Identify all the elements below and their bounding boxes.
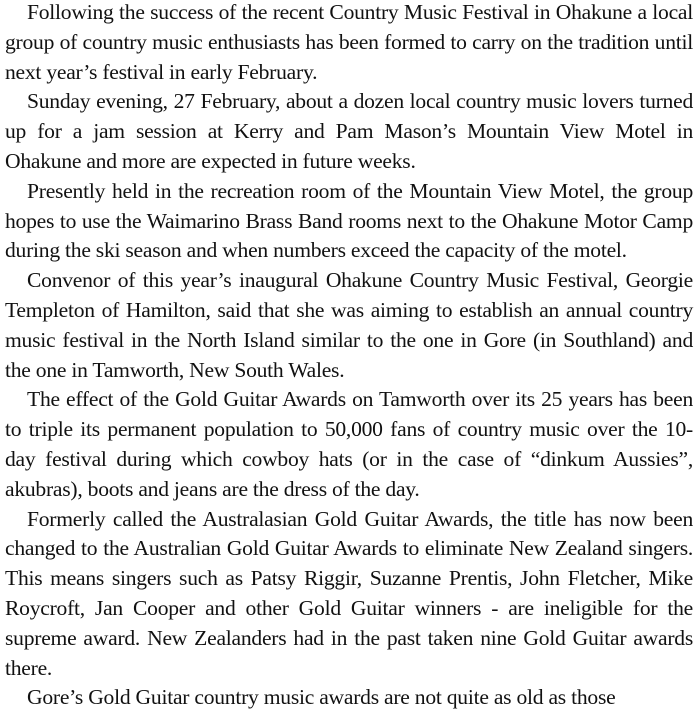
paragraph-jam-session: Sunday evening, 27 February, about a dozen local country music lovers turned up for a jam session at Kerry and Pam Mason’s Mountain View Motel in Ohakune and more are expected in future weeks. [5, 89, 693, 173]
paragraph-venue: Presently held in the recreation room of the Mountain View Motel, the group hopes to use the Waimarino Brass Band rooms next to the Ohakune Motor Camp during the ski season and when numbers exceed the capacity of the motel. [5, 178, 693, 263]
article-column [5, 0, 693, 713]
paragraph-awards-rename: Formerly called the Australasian Gold Guitar Awards, the title has now been changed to the Australian Gold Guitar Awards to eliminate New Zealand singers. This means singers such as Patsy Riggir, Suzanne Prentis, John Fletcher, Mike Roycroft, Jan Cooper and other Gold Guitar winners - are ineligible for the supreme award. New Zealanders had in the past taken nine Gold Guitar awards there. [5, 506, 693, 680]
paragraph-tamworth: The effect of the Gold Guitar Awards on Tamworth over its 25 years has been to triple its permanent population to 50,000 fans of country music over the 10-day festival during which cowboy hats (or in the case of “dinkum Aussies”, akubras), boots and jeans are the dress of the day. [5, 387, 693, 501]
paragraph-convenor: Convenor of this year’s inaugural Ohakune Country Music Festival, Georgie Templeton of Hamilton, said that she was aiming to establish an annual country music festival in the North Island similar to the one in Gore (in Southland) and the one in Tamworth, New South Wales. [5, 268, 693, 382]
paragraph-gore-awards: Gore’s Gold Guitar country music awards are not quite as old as those [27, 685, 616, 710]
paragraph-festival-success: Following the success of the recent Country Music Festival in Ohakune a local group of country music enthusiasts has been formed to carry on the tradition until next year’s festival in early February. [5, 0, 693, 84]
